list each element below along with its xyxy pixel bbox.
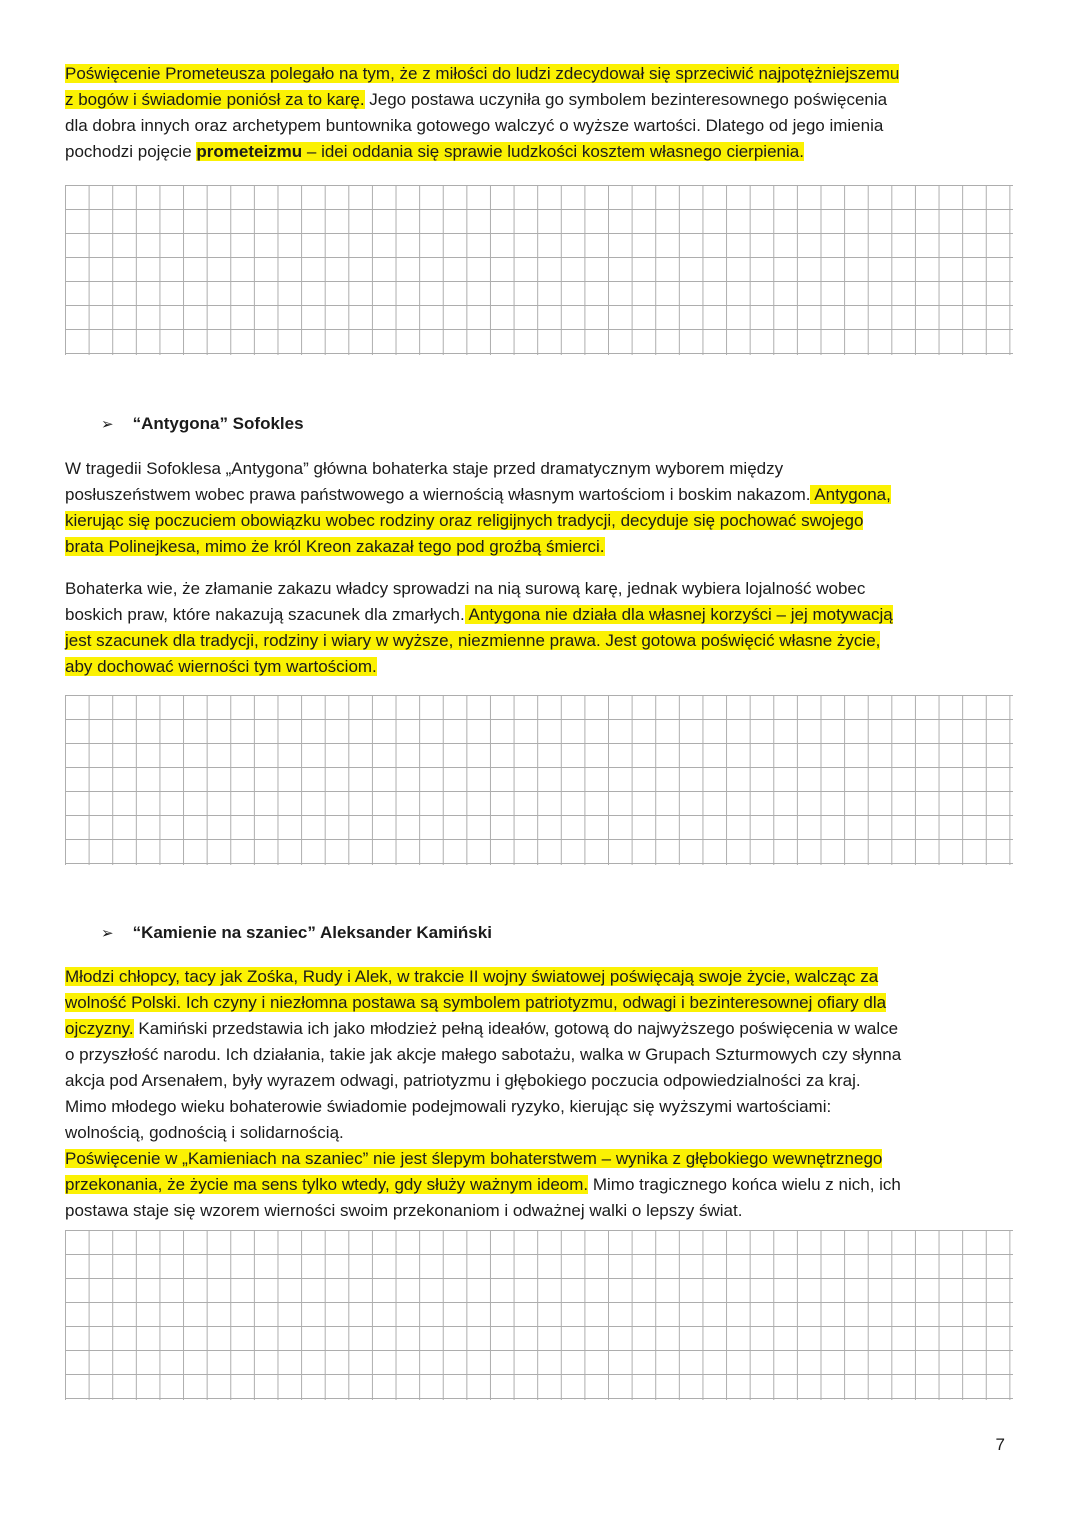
arrow-bullet-icon: ➢ <box>101 416 114 433</box>
text-line <box>65 576 1015 602</box>
page-footer <box>65 1432 1013 1458</box>
text-segment: Mimo tragicznego końca wielu z nich, ich <box>588 1175 901 1194</box>
grid-paper <box>65 185 1013 355</box>
text-line <box>65 456 1015 482</box>
text-line <box>65 508 1015 534</box>
text-line <box>65 1120 1015 1146</box>
document-content <box>65 61 1015 1400</box>
text-line <box>65 482 1015 508</box>
text-line <box>65 990 1015 1016</box>
highlighted-text: Antygona, <box>810 485 891 504</box>
text-line <box>65 1198 1015 1224</box>
highlighted-text: jest szacunek dla tradycji, rodziny i wiary w wyższe, niezmienne prawa. Jest gotowa poświęcić własne życie, <box>65 631 881 650</box>
paragraph <box>65 61 1015 165</box>
section-heading <box>65 920 1015 947</box>
section-heading <box>65 411 1015 438</box>
highlighted-text: prometeizmu <box>196 142 303 161</box>
text-segment: Mimo młodego wieku bohaterowie świadomie podejmowali ryzyko, kierując się wyższymi wartościami: <box>65 1097 832 1116</box>
grid-paper <box>65 1230 1013 1400</box>
arrow-bullet-icon: ➢ <box>101 925 114 942</box>
text-line <box>65 1042 1015 1068</box>
highlighted-text: Młodzi chłopcy, tacy jak Zośka, Rudy i Alek, w trakcie II wojny światowej poświęcają swoje życie, walcząc za <box>65 967 879 986</box>
section-heading-label: “Antygona” Sofokles <box>132 414 304 433</box>
text-segment: akcja pod Arsenałem, były wyrazem odwagi, patriotyzmu i głębokiego poczucia odpowiedzialności za kraj. <box>65 1071 861 1090</box>
section-heading-label: “Kamienie na szaniec” Aleksander Kamiński <box>132 923 492 942</box>
highlighted-text: kierując się poczuciem obowiązku wobec rodziny oraz religijnych tradycji, decyduje się pochować swojego <box>65 511 864 530</box>
highlighted-text: brata Polinejkesa, mimo że król Kreon zakazał tego pod groźbą śmierci. <box>65 537 605 556</box>
highlighted-text: ojczyzny. <box>65 1019 134 1038</box>
highlighted-text: Poświęcenie w „Kamieniach na szaniec” nie jest ślepym bohaterstwem – wynika z głębokiego wewnętrznego <box>65 1149 883 1168</box>
paragraph <box>65 576 1015 680</box>
text-segment: pochodzi pojęcie <box>65 142 197 161</box>
text-segment: boskich praw, które nakazują szacunek dla zmarłych. <box>65 605 465 624</box>
page-number: 7 <box>995 1435 1005 1454</box>
paragraph <box>65 456 1015 560</box>
paragraph <box>65 964 1015 1224</box>
text-line <box>65 113 1015 139</box>
highlighted-text: Antygona nie działa dla własnej korzyści – jej motywacją <box>464 605 893 624</box>
text-line <box>65 602 1015 628</box>
text-line <box>65 1146 1015 1172</box>
highlighted-text: przekonania, że życie ma sens tylko wtedy, gdy służy ważnym ideom. <box>65 1175 589 1194</box>
text-line <box>65 1016 1015 1042</box>
text-line <box>65 1094 1015 1120</box>
highlighted-text: – idei oddania się sprawie ludzkości kosztem własnego cierpienia. <box>302 142 804 161</box>
text-segment: o przyszłość narodu. Ich działania, takie jak akcje małego sabotażu, walka w Grupach Szturmowych czy słynna <box>65 1045 902 1064</box>
text-line <box>65 1172 1015 1198</box>
text-line <box>65 654 1015 680</box>
text-segment: Kamiński przedstawia ich jako młodzież pełną ideałów, gotową do najwyższego poświęcenia w walce <box>133 1019 899 1038</box>
text-segment: dla dobra innych oraz archetypem buntownika gotowego walczyć o wyższe wartości. Dlatego od jego imienia <box>65 116 884 135</box>
highlighted-text: aby dochować wierności tym wartościom. <box>65 657 377 676</box>
text-line <box>65 628 1015 654</box>
grid-paper <box>65 695 1013 865</box>
text-segment: wolnością, godnością i solidarnością. <box>65 1123 344 1142</box>
text-line <box>65 139 1015 165</box>
text-segment: postawa staje się wzorem wierności swoim przekonaniom i odważnej walki o lepszy świat. <box>65 1201 743 1220</box>
highlighted-text: z bogów i świadomie poniósł za to karę. <box>65 90 365 109</box>
text-segment: W tragedii Sofoklesa „Antygona” główna bohaterka staje przed dramatycznym wyborem między <box>65 459 784 478</box>
text-line <box>65 1068 1015 1094</box>
text-line <box>65 534 1015 560</box>
text-line <box>65 964 1015 990</box>
text-line <box>65 61 1015 87</box>
text-segment: Jego postawa uczyniła go symbolem bezinteresownego poświęcenia <box>364 90 888 109</box>
highlighted-text: wolność Polski. Ich czyny i niezłomna postawa są symbolem patriotyzmu, odwagi i bezinteresownej ofiary dla <box>65 993 887 1012</box>
text-segment: Bohaterka wie, że złamanie zakazu władcy sprowadzi na nią surową karę, jednak wybiera lojalność wobec <box>65 579 866 598</box>
highlighted-text: Poświęcenie Prometeusza polegało na tym, że z miłości do ludzi zdecydował się sprzeciwić najpotężniejszemu <box>65 64 900 83</box>
text-line <box>65 87 1015 113</box>
text-segment: posłuszeństwem wobec prawa państwowego a wiernością własnym wartościom i boskim nakazom. <box>65 485 811 504</box>
